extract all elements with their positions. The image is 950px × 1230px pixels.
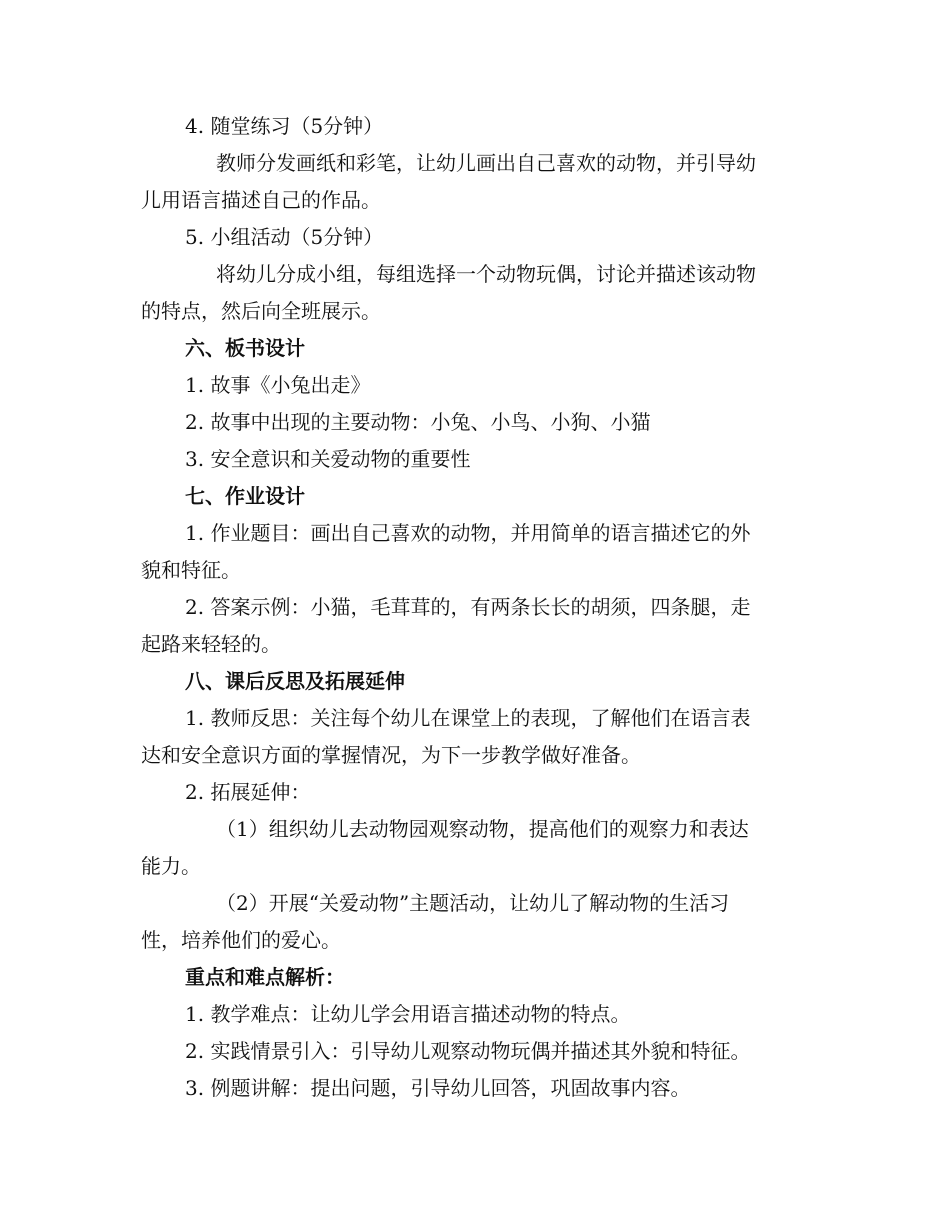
paragraph-line: 能力。 [141,854,201,878]
section-heading: 六、板书设计 [185,336,305,360]
paragraph-line: 达和安全意识方面的掌握情况，为下一步教学做好准备。 [141,743,641,767]
paragraph-line: 将幼儿分成小组，每组选择一个动物玩偶，讨论并描述该动物 [216,262,756,286]
paragraph-line: 儿用语言描述自己的作品。 [141,188,381,212]
list-item: 1. 作业题目：画出自己喜欢的动物，并用简单的语言描述它的外 [185,521,751,545]
paragraph-line: 教师分发画纸和彩笔，让幼儿画出自己喜欢的动物，并引导幼 [216,151,756,175]
sub-list-item: （1）组织幼儿去动物园观察动物，提高他们的观察力和表达 [216,817,749,841]
paragraph-line: 性，培养他们的爱心。 [141,928,341,952]
sub-list-item: （2）开展“关爱动物”主题活动，让幼儿了解动物的生活习 [216,891,730,915]
list-item: 2. 答案示例：小猫，毛茸茸的，有两条长长的胡须，四条腿，走 [185,595,751,619]
list-item: 2. 故事中出现的主要动物：小兔、小鸟、小狗、小猫 [185,410,651,434]
paragraph-line: 的特点，然后向全班展示。 [141,299,381,323]
list-item: 2. 拓展延伸： [185,780,311,804]
paragraph-line: 貌和特征。 [141,558,241,582]
list-item: 1. 故事《小兔出走》 [185,373,371,397]
section-heading: 七、作业设计 [185,484,305,508]
section-heading: 八、课后反思及拓展延伸 [185,669,405,693]
list-item-5: 5. 小组活动（5分钟） [185,225,384,249]
section-heading: 重点和难点解析： [185,965,345,989]
list-item: 3. 安全意识和关爱动物的重要性 [185,447,471,471]
list-item: 2. 实践情景引入：引导幼儿观察动物玩偶并描述其外貌和特征。 [185,1039,751,1063]
list-item: 3. 例题讲解：提出问题，引导幼儿回答，巩固故事内容。 [185,1076,691,1100]
paragraph-line: 起路来轻轻的。 [141,632,281,656]
list-item: 1. 教师反思：关注每个幼儿在课堂上的表现，了解他们在语言表 [185,706,751,730]
list-item-4: 4. 随堂练习（5分钟） [185,114,384,138]
list-item: 1. 教学难点：让幼儿学会用语言描述动物的特点。 [185,1002,631,1026]
